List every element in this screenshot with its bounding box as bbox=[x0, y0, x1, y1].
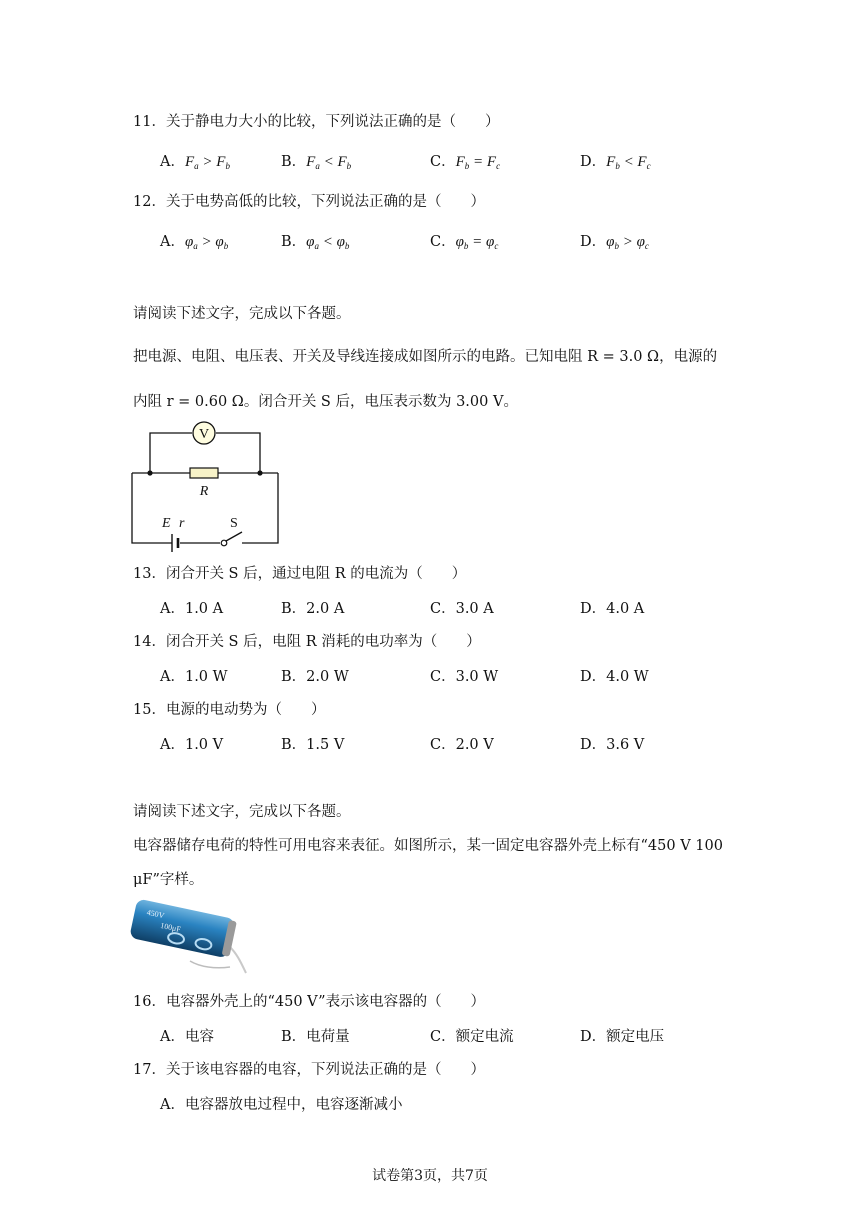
circuit-diagram bbox=[120, 415, 295, 555]
q16-option-d: D．额定电压 bbox=[580, 1029, 665, 1045]
q11-option-d: D．$F_b < F_c$ bbox=[580, 154, 651, 171]
q12-option-b: B．$\varphi_a < \varphi_b$ bbox=[281, 234, 350, 251]
switch-label: S bbox=[230, 516, 238, 531]
q16-stem: 16．电容器外壳上的“450 V”表示该电容器的（ ） bbox=[133, 994, 486, 1010]
q13-stem: 13．闭合开关 S 后，通过电阻 R 的电流为（ ） bbox=[133, 566, 467, 582]
q17-stem: 17．关于该电容器的电容，下列说法正确的是（ ） bbox=[133, 1062, 485, 1078]
internal-resistance-label: r bbox=[179, 516, 185, 531]
capacitor-photo bbox=[130, 895, 248, 977]
q15-option-b: B．1.5 V bbox=[281, 737, 345, 753]
resistor-icon bbox=[190, 468, 218, 478]
q11-option-a: A．$F_a > F_b$ bbox=[160, 154, 230, 171]
q14-option-a: A．1.0 W bbox=[160, 669, 228, 685]
q14-option-c: C．3.0 W bbox=[430, 669, 499, 685]
junction-right bbox=[257, 470, 262, 475]
q13-option-a: A．1.0 A bbox=[160, 601, 224, 617]
q14-option-b: B．2.0 W bbox=[281, 669, 349, 685]
passage1-intro: 请阅读下述文字，完成以下各题。 bbox=[133, 306, 351, 322]
q16-option-b: B．电荷量 bbox=[281, 1029, 350, 1045]
q17-option-a: A．电容器放电过程中，电容逐渐减小 bbox=[160, 1097, 403, 1113]
capacitor-capacitance-label: 100μF bbox=[159, 920, 182, 935]
page-footer: 试卷第3页，共7页 bbox=[372, 1168, 488, 1184]
resistor-label: R bbox=[199, 484, 209, 499]
q12-option-c: C．$\varphi_b = \varphi_c$ bbox=[430, 234, 499, 251]
q16-option-a: A．电容 bbox=[160, 1029, 214, 1045]
passage2-intro: 请阅读下述文字，完成以下各题。 bbox=[133, 804, 351, 820]
battery-icon bbox=[172, 534, 178, 552]
q15-option-c: C．2.0 V bbox=[430, 737, 494, 753]
q12-option-a: A．$\varphi_a > \varphi_b$ bbox=[160, 234, 229, 251]
q16-option-c: C．额定电流 bbox=[430, 1029, 514, 1045]
switch-icon bbox=[221, 532, 242, 546]
q12-stem: 12．关于电势高低的比较，下列说法正确的是（ ） bbox=[133, 194, 485, 210]
emf-label: E bbox=[162, 516, 171, 531]
q15-option-a: A．1.0 V bbox=[160, 737, 224, 753]
q14-stem: 14．闭合开关 S 后，电阻 R 消耗的电功率为（ ） bbox=[133, 634, 481, 650]
q13-option-d: D．4.0 A bbox=[580, 601, 645, 617]
passage1-line2: 内阻 r = 0.60 Ω。闭合开关 S 后，电压表示数为 3.00 V。 bbox=[133, 394, 518, 410]
junction-left bbox=[147, 470, 152, 475]
q14-option-d: D．4.0 W bbox=[580, 669, 649, 685]
q13-option-c: C．3.0 A bbox=[430, 601, 494, 617]
q11-stem: 11．关于静电力大小的比较，下列说法正确的是（ ） bbox=[133, 114, 500, 130]
q11-option-c: C．$F_b = F_c$ bbox=[430, 154, 501, 171]
q15-option-d: D．3.6 V bbox=[580, 737, 645, 753]
q13-option-b: B．2.0 A bbox=[281, 601, 345, 617]
q11-option-b: B．$F_a < F_b$ bbox=[281, 154, 352, 171]
capacitor-voltage-label: 450V bbox=[145, 907, 166, 921]
voltmeter-label: V bbox=[198, 427, 210, 442]
passage2-line1: 电容器储存电荷的特性可用电容来表征。如图所示，某一固定电容器外壳上标有“450 V 100 bbox=[133, 838, 723, 854]
voltmeter-icon bbox=[193, 422, 215, 444]
q12-option-d: D．$\varphi_b > \varphi_c$ bbox=[580, 234, 649, 251]
passage1-line1: 把电源、电阻、电压表、开关及导线连接成如图所示的电路。已知电阻 R = 3.0 Ω，电源的 bbox=[133, 349, 718, 365]
q15-stem: 15．电源的电动势为（ ） bbox=[133, 702, 326, 718]
passage2-line2: μF”字样。 bbox=[133, 872, 204, 888]
